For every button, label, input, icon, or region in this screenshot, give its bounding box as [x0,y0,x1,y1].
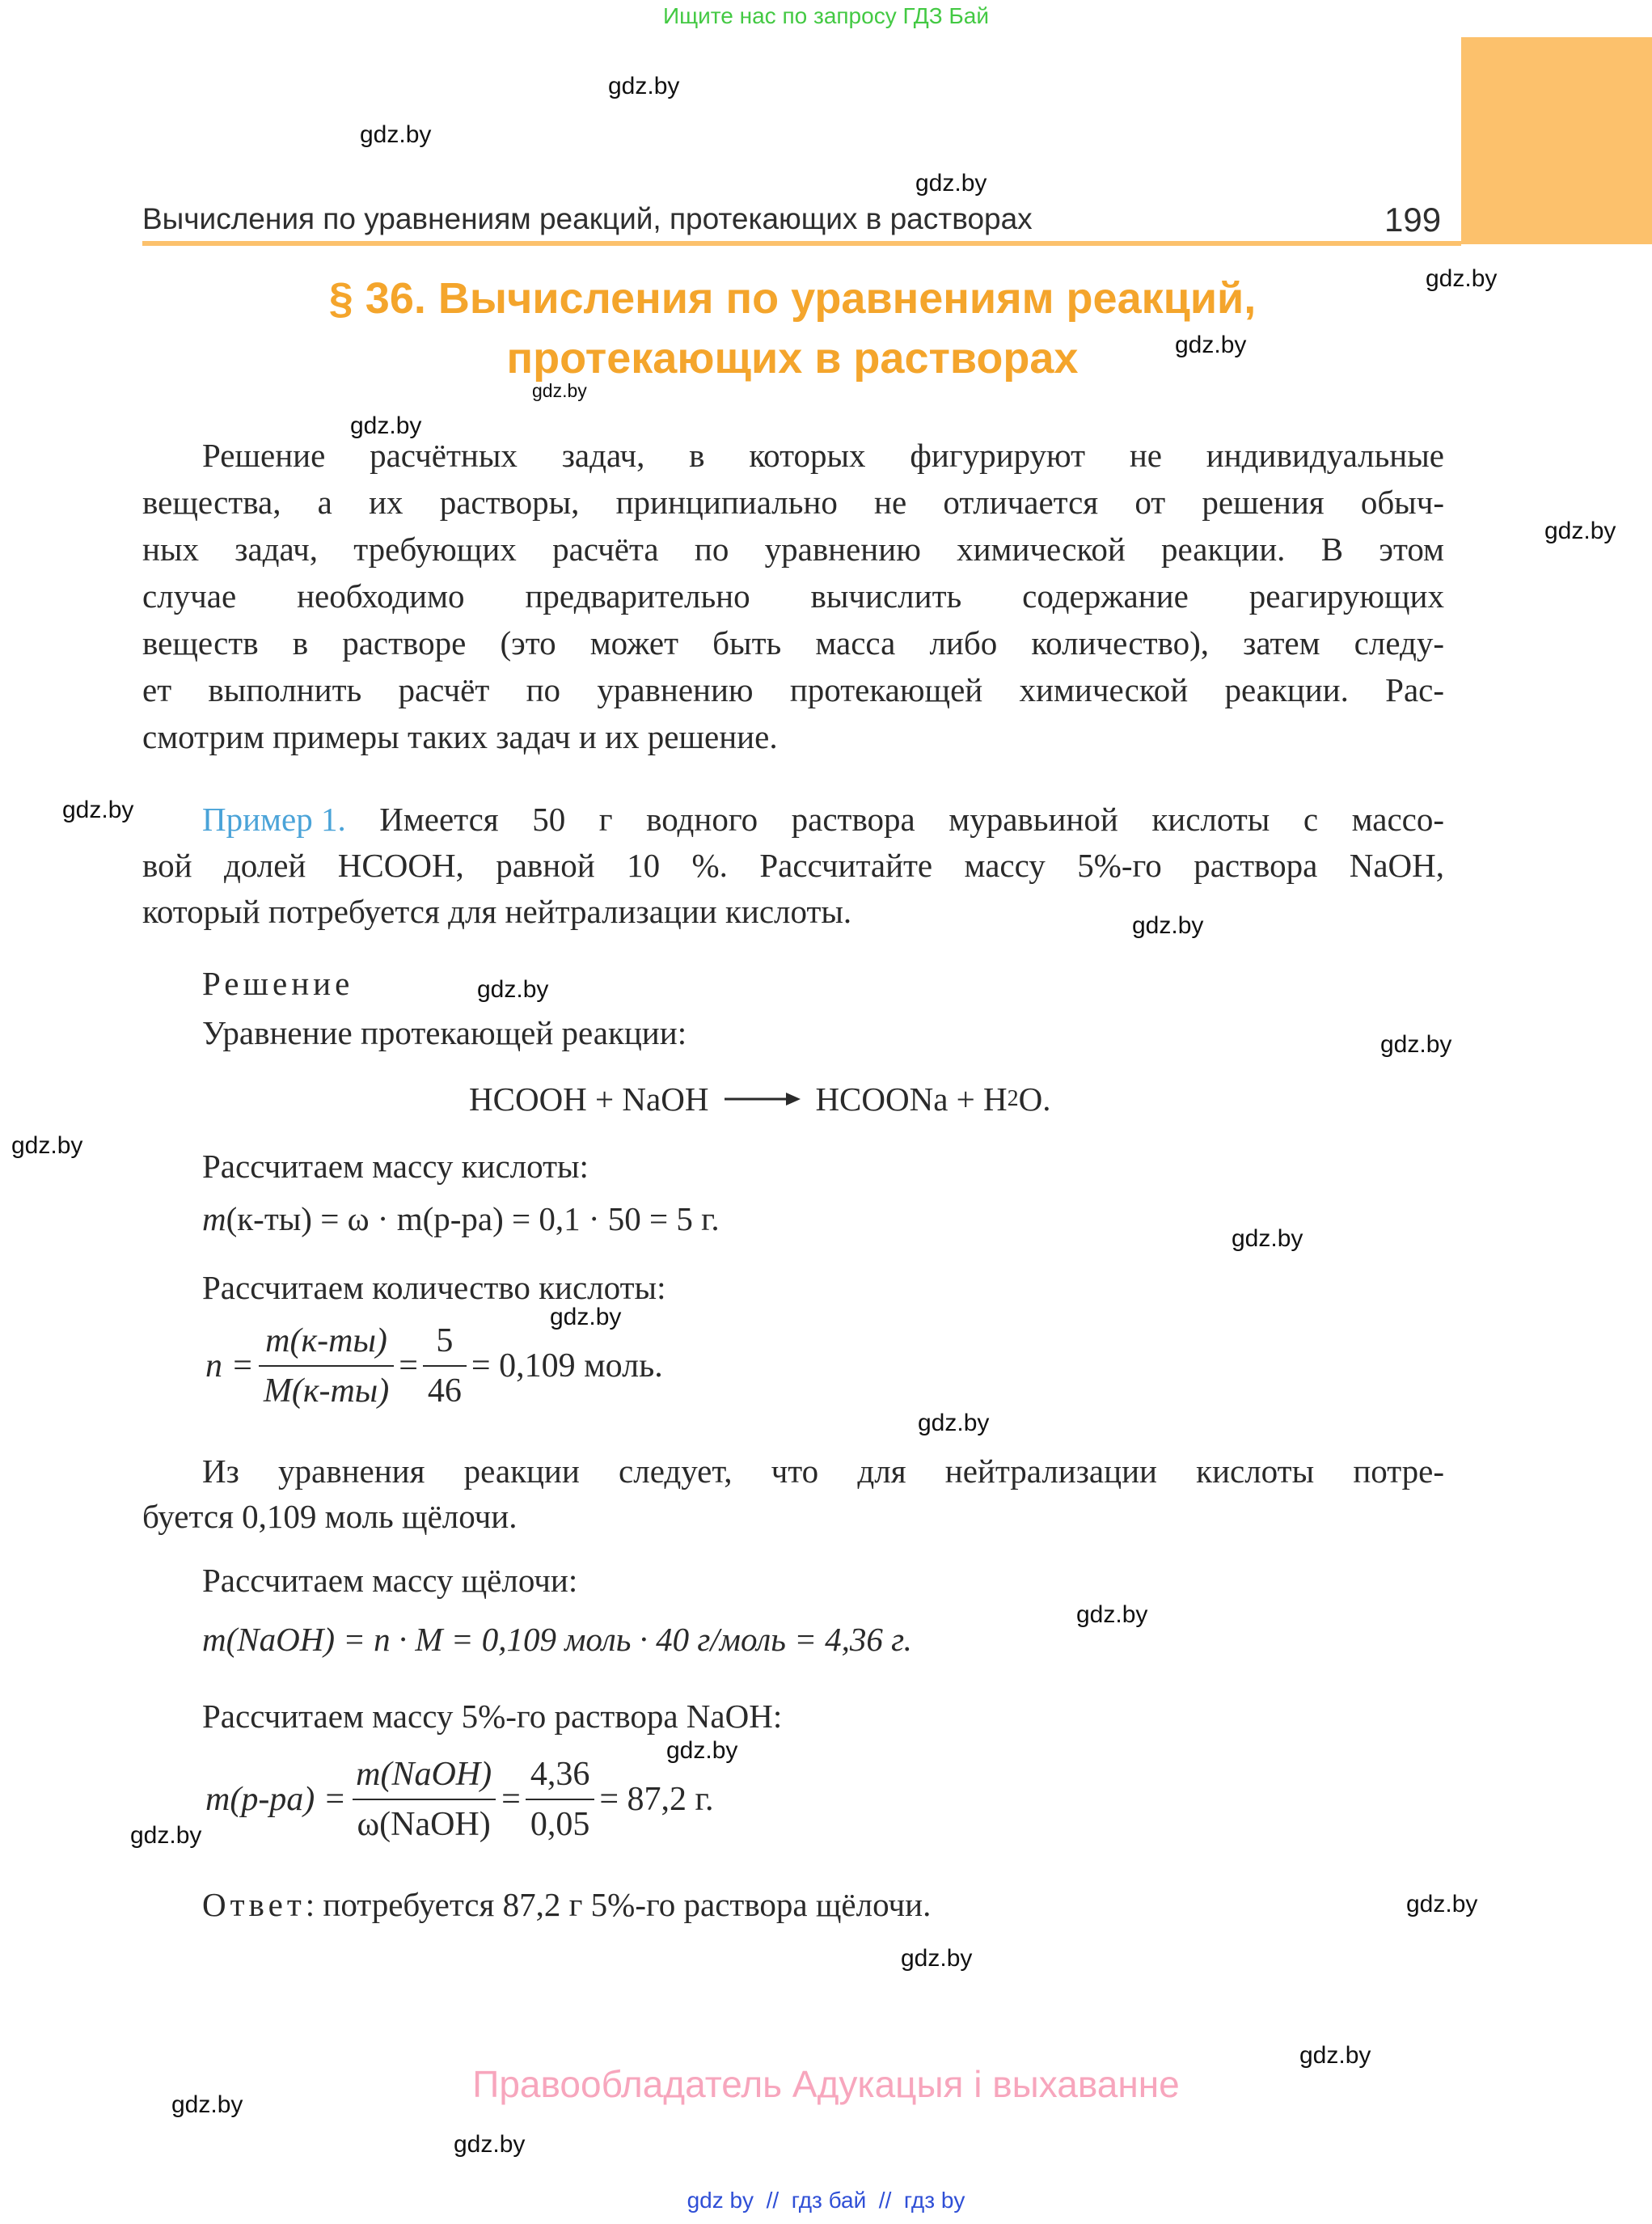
watermark: gdz.by [130,1822,202,1849]
step4-result: = 87,2 г. [599,1781,714,1818]
watermark: gdz.by [11,1132,83,1159]
watermark: gdz.by [171,2091,243,2118]
step4-text: Рассчитаем массу 5%-го раствора NaOH: [202,1698,783,1735]
step4-denominator-2: 0,05 [526,1799,595,1846]
step4-variable: m(р-ра) = [205,1781,347,1818]
watermark: gdz.by [666,1737,738,1764]
step4-numerator: m(NaOH) [356,1756,492,1793]
step1-text: Рассчитаем массу кислоты: [202,1148,589,1185]
watermark: gdz.by [1076,1601,1148,1628]
watermark: gdz.by [1299,2042,1371,2069]
step2-formula [205,1320,663,1412]
arrow-right-icon [721,1087,802,1111]
watermark: gdz.by [1232,1225,1303,1252]
intro-line-4: случае необходимо предварительно вычислить содержание реагирующих [142,577,1444,615]
conclusion-line-2: буется 0,109 моль щёлочи. [142,1498,518,1535]
section-title [162,268,1423,388]
step3-text: Рассчитаем массу щёлочи: [202,1562,578,1599]
header-rule [142,241,1461,246]
watermark: gdz.by [62,797,134,823]
answer [202,1881,931,1928]
step4-formula [205,1753,714,1846]
example-line-1 [202,796,1444,843]
step1-expression: (к-ты) = ω · m(р-ра) = 0,1 · 50 = 5 г. [226,1200,720,1237]
reaction-left: HCOOH + NaOH [469,1080,709,1118]
watermark: gdz.by [918,1410,990,1436]
watermark: gdz.by [608,73,680,99]
section-title-line2: протекающих в растворах [506,334,1079,383]
step2-fraction-2 [423,1320,467,1412]
step2-denominator: M(к-ты) [259,1365,394,1412]
intro-line-2: вещества, а их растворы, принципиально не отличается от решения обыч- [142,484,1444,521]
reaction-end: O. [1018,1080,1051,1118]
example-text-1: Имеется 50 г водного раствора муравьиной кислоты с массо- [345,801,1444,838]
step2-equals: = [399,1347,418,1385]
intro-line-3: ных задач, требующих расчёта по уравнению химической реакции. В этом [142,531,1444,568]
watermark: gdz.by [350,412,422,439]
step4-numerator-2: 4,36 [530,1756,590,1793]
watermark: gdz.by [1426,265,1498,292]
watermark: gdz.by [1406,1891,1478,1917]
step1-formula [202,1195,720,1242]
chapter-tab [1461,37,1652,244]
watermark: gdz.by [1544,518,1616,544]
step4-equals: = [501,1781,521,1818]
watermark: gdz.by [550,1304,622,1330]
section-title-line1: § 36. Вычисления по уравнениям реакций, [328,274,1257,323]
watermark: gdz.by [1175,332,1247,358]
copyright-notice: Правообладатель Адукацыя і выхаванне [472,2063,1180,2105]
step2-numerator: m(к-ты) [265,1322,387,1359]
example-line-3: который потребуется для нейтрализации кислоты. [142,893,852,930]
intro-line-6: ет выполнить расчёт по уравнению протекающей химической реакции. Рас- [142,671,1444,708]
step2-text: Рассчитаем количество кислоты: [202,1269,666,1306]
example-line-2: вой долей HCOOH, равной 10 %. Рассчитайте массу 5%-го раствора NaOH, [142,847,1444,884]
step2-denominator-2: 46 [423,1365,467,1412]
watermark: gdz.by [454,2131,526,2158]
solution-heading: Решение [202,965,354,1002]
step4-fraction-2 [526,1753,595,1846]
step2-fraction-1 [259,1320,394,1412]
reaction-intro: Уравнение протекающей реакции: [202,1014,687,1051]
running-header-title: Вычисления по уравнениям реакций, протекающих в растворах [142,202,1033,235]
step1-variable: m [202,1200,226,1237]
step2-numerator-2: 5 [436,1322,454,1359]
example-label: Пример 1. [202,801,346,838]
intro-line-7: смотрим примеры таких задач и их решение. [142,718,778,755]
answer-label: Ответ [202,1886,306,1923]
watermark: gdz.by [901,1945,973,1972]
conclusion-line-1: Из уравнения реакции следует, что для нейтрализации кислоты потре- [202,1452,1444,1490]
step2-variable: n = [205,1347,254,1385]
watermark: gdz.by [477,976,549,1003]
reaction-right: HCOONa + H [815,1080,1008,1118]
reaction-subscript: 2 [1007,1086,1019,1111]
step4-fraction-1 [351,1753,496,1846]
reaction-equation [469,1076,1051,1123]
step4-denominator: ω(NaOH) [353,1799,496,1846]
top-banner[interactable]: Ищите нас по запросу ГДЗ Бай [662,3,990,28]
intro-line-1: Решение расчётных задач, в которых фигурируют не индивидуальные [202,437,1444,474]
watermark: gdz.by [532,380,587,401]
watermark: gdz.by [1132,912,1204,939]
intro-line-5: веществ в растворе (это может быть масса либо количество), затем следу- [142,624,1444,662]
watermark: gdz.by [360,121,432,148]
watermark: gdz.by [1380,1031,1452,1058]
step3-formula: m(NaOH) = n · M = 0,109 моль · 40 г/моль = 4,36 г. [202,1621,912,1658]
answer-text: : потребуется 87,2 г 5%-го раствора щёлочи. [305,1886,932,1923]
bottom-links[interactable]: gdz by // гдз бай // гдз by [687,2188,965,2213]
step2-result: = 0,109 моль. [471,1347,663,1385]
page-number: 199 [1384,201,1442,239]
watermark: gdz.by [915,170,987,197]
